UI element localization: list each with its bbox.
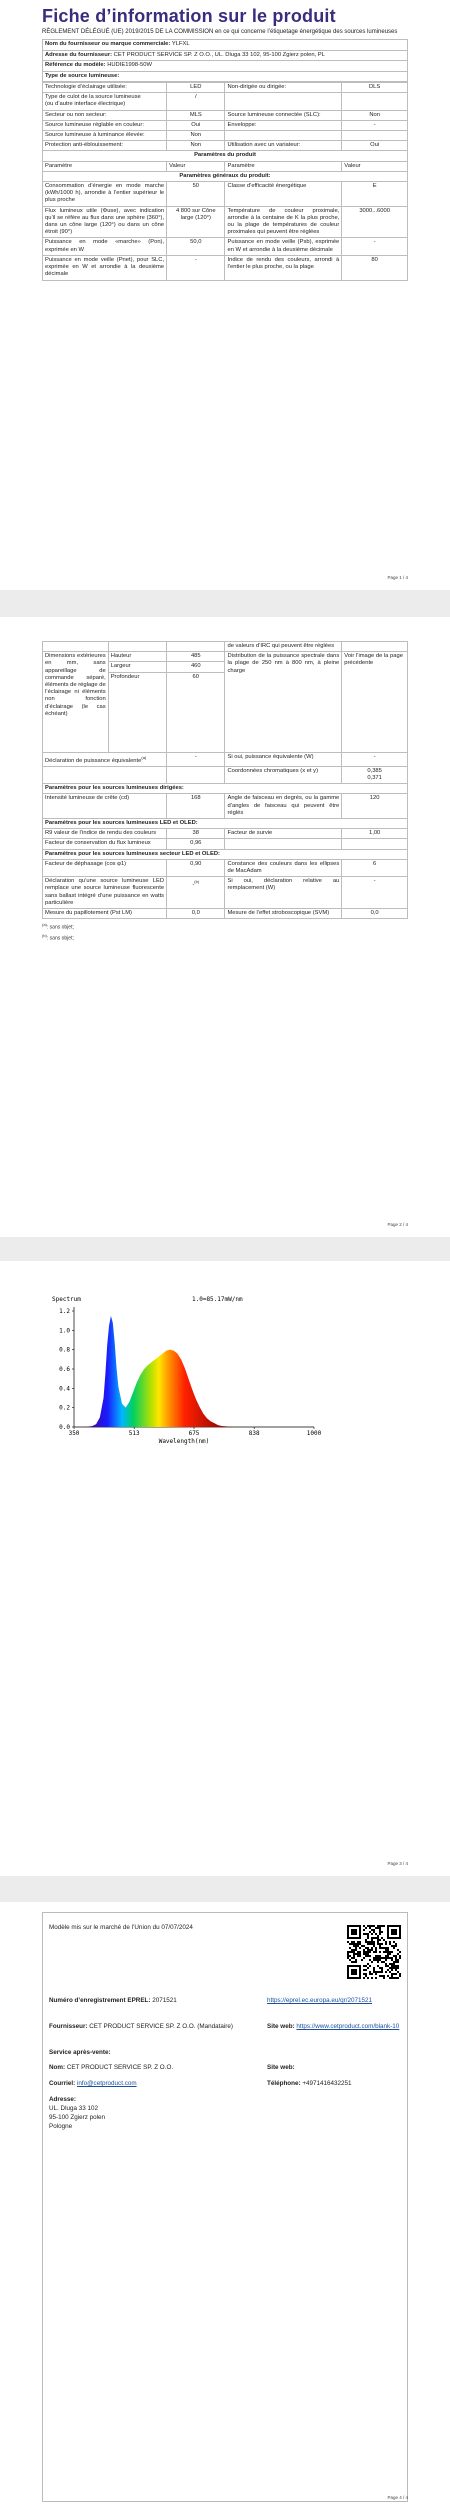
cell-value: Non [167,141,225,151]
spectrum-series [85,1316,233,1427]
page-4 [0,1902,450,2510]
cell-value: Oui [167,120,225,130]
cell-label: Source lumineuse connectée (SLC): [225,110,342,120]
cell-label: de valeurs d’IRC qui peuvent être réglées [225,642,342,652]
email-label: Courriel: [49,2080,76,2087]
cell-label: Source lumineuse à luminance élevée: [43,131,167,141]
cell-label: Facteur de conservation du flux lumineux [43,839,167,849]
y-tick-label: 0.0 [59,1424,70,1431]
chart-annotation: 1.0=85.17mW/nm [192,1296,243,1303]
cell-value: - [342,238,408,255]
cell-label: Facteur de déphasage (cos φ1) [43,859,167,876]
table-row [43,752,408,766]
email-link[interactable]: info@cetproduct.com [77,2080,137,2087]
cell-label: Utilisation avec un variateur: [225,141,342,151]
cell-label: Mesure du papillotement (Pst LM) [43,908,167,918]
table-row [43,255,408,280]
address-label: Adresse: [49,2096,76,2103]
aftersales-label: Service après-vente: [49,2049,111,2056]
name-label: Nom: [49,2064,66,2071]
cell-value: - [342,752,408,766]
website2-label: Site web: [267,2064,295,2071]
table-row [43,766,408,783]
page-2-content [42,641,408,943]
cell-value: 50 [167,182,225,207]
cell-value: 60 [167,672,225,752]
cell-label [43,752,167,766]
table-row [43,877,408,909]
cell-value: - [342,877,408,909]
page-number: Page 4 / 4 [387,2495,408,2500]
cell-label: Déclaration qu’une source lumineuse LED remplace une source lumineuse fluorescente sans ballast intégré d’une puissance en watts particulière [43,877,167,909]
section-heading: Paramètres généraux du produit: [43,171,408,181]
table-row [43,829,408,839]
section-heading: Paramètres pour les sources lumineuses secteur LED et OLED: [43,849,408,859]
cell-value [342,131,408,141]
table-row [43,120,408,130]
table-row [43,794,408,819]
footnote-b [42,932,408,943]
column-header: Valeur [167,161,225,171]
source-type-label: Type de source lumineuse: [45,72,120,79]
cell-label: Intensité lumineuse de crête (cd) [43,794,167,819]
cell-value: Voir l’image de la page précédente [342,652,408,752]
cell-label: Température de couleur proximale, arrondie à la centaine de K la plus proche, ou la plage de températures de couleur proximales qui peuvent être réglées [225,206,342,238]
cell-value: LED [167,83,225,93]
model-label: Référence du modèle: [45,62,106,69]
replacement-value: - [192,882,195,889]
cell-label: Mesure de l’effet stroboscopique (SVM) [225,908,342,918]
cell-value: 485 [167,652,225,662]
cell-value: 1,00 [342,829,408,839]
footnote-text: : sans objet; [46,924,74,931]
name-value: CET PRODUCT SERVICE SP. Z O.O. [66,2064,174,2071]
address-line-1: UL. Dluga 33 102 [49,2105,99,2112]
footnote-marker: (b) [42,932,47,938]
phone-label: Téléphone: [267,2080,301,2087]
section-heading-row [43,818,408,828]
supplier-row [49,2023,261,2031]
section-heading: Paramètres pour les sources lumineuses dirigées: [43,784,408,794]
y-tick-label: 0.6 [59,1366,70,1373]
column-header: Paramètre [43,161,167,171]
cell-value: 3000...6000 [342,206,408,238]
cell-value: 50,0 [167,238,225,255]
page-number: Page 2 / 4 [387,1222,408,1227]
x-tick-label: 513 [128,1430,140,1437]
cell-empty [43,766,167,783]
x-axis-label: Wavelength(nm) [158,1438,210,1445]
page-number: Page 1 / 4 [387,575,408,580]
page-3 [0,1261,450,1876]
eprel-number-row [49,1997,177,2005]
supplier-address-value: CET PRODUCT SERVICE SP. Z O.O., UL. Dluga 33 102, 95-100 Zgierz polen, PL [113,51,325,58]
name-row [49,2064,173,2072]
chroma-x: 0,385 [367,767,382,774]
cell-label: Type de culot de la source lumineuse (ou d’autre interface électrique) [43,93,167,110]
cell-label [225,131,342,141]
footnote-text: : sans objet; [46,935,74,942]
table-row [43,110,408,120]
cell-value: Non [342,110,408,120]
y-tick-label: 0.2 [59,1404,70,1412]
table-row [43,642,408,652]
y-tick-label: 1.2 [59,1308,70,1315]
cell-label: Si oui, puissance équivalente (W) [225,752,342,766]
page-1 [0,0,450,590]
cell-value: 80 [342,255,408,280]
cell-value: 120 [342,794,408,819]
cell-value: Oui [342,141,408,151]
cell-value: 6 [342,859,408,876]
website-link[interactable]: https://www.cetproduct.com/blank-10 [296,2023,400,2030]
supplier-name-value: YLFXL [171,41,190,48]
cell-label: Secteur ou non secteur: [43,110,167,120]
cell-label [225,93,342,110]
cell-label: Profondeur [108,672,166,752]
model-value: HUDIE1998-50W [107,62,152,69]
cell-label: Enveloppe: [225,120,342,130]
chart-title: Spectrum [52,1296,81,1303]
model-row [42,60,408,70]
cell-label: Source lumineuse réglable en couleur: [43,120,167,130]
cell-label: Classe d’efficacité énergétique [225,182,342,207]
cell-label: Protection anti-éblouissement: [43,141,167,151]
cell-empty [167,766,225,783]
page-number: Page 3 / 4 [387,1861,408,1866]
y-tick-label: 1.0 [59,1327,70,1335]
footnote-marker: (a) [42,922,47,928]
y-tick-label: 0.8 [59,1346,70,1354]
equiv-label-text: Déclaration de puissance équivalente [45,757,142,764]
footnote-ref: (b) [194,879,200,885]
column-header: Valeur [342,161,408,171]
eprel-label: Numéro d’enregistrement EPREL: [49,1997,151,2004]
supplier-address-label: Adresse du fournisseur: [45,51,113,58]
table-row [43,839,408,849]
column-header-row [43,161,408,171]
website-label: Site web: [267,2023,295,2030]
x-tick-label: 838 [248,1430,260,1437]
cell-value: Non [167,131,225,141]
table-row [43,908,408,918]
cell-label: Consommation d’énergie en mode marche (kWh/1000 h), arrondie à l’entier supérieur le plus proche [43,182,167,207]
cell-label: Technologie d’éclairage utilisée: [43,83,167,93]
supplier-address-row [42,50,408,60]
x-tick-label: 675 [188,1430,200,1437]
cell-label: Distribution de la puissance spectrale dans la plage de 250 nm à 800 nm, à pleine charge [225,652,342,752]
cell-value: 0,90 [167,859,225,876]
footnote-a [42,921,408,932]
email-row [49,2080,137,2088]
cell-value: / [167,93,225,110]
page-title: Fiche d’information sur le produit [42,6,336,26]
cell-value [342,93,408,110]
section-heading-row [43,784,408,794]
cell-label: Puissance en mode veille (Pnet), pour SLC, exprimée en W et arrondie à la deuxième décimale [43,255,167,280]
cell-value: 0,96 [167,839,225,849]
eprel-link[interactable]: https://eprel.ec.europa.eu/qr/2071521 [267,1997,373,2004]
cell-label: Constance des couleurs dans les ellipses de MacAdam [225,859,342,876]
supplier-name-row [42,39,408,49]
cell-empty [108,642,166,652]
x-tick-label: 350 [68,1430,80,1437]
cell-value: 4 800 sur Cône large (120°) [167,206,225,238]
source-type-table [42,82,408,280]
cell-value [342,839,408,849]
table-row [43,131,408,141]
table-row [43,859,408,876]
address-line-2: 95-100 Zgierz polen [49,2114,106,2121]
table-row [43,141,408,151]
section-heading: Paramètres du produit [43,151,408,161]
cell-label: Si oui, déclaration relative au remplacement (W) [225,877,342,909]
cell-value: - [167,752,225,766]
column-header: Paramètre [225,161,342,171]
phone-row [267,2080,352,2088]
supplier-name-label: Nom du fournisseur ou marque commerciale: [45,41,171,48]
cell-label [225,839,342,849]
cell-label: Coordonnées chromatiques (x et y) [225,766,342,783]
source-type-row [42,71,408,82]
cell-value: DLS [342,83,408,93]
phone-value: +4971416432251 [302,2080,352,2087]
params-table-continued [42,641,408,919]
cell-label: R9 valeur de l’indice de rendu des couleurs [43,829,167,839]
regulation-text: RÈGLEMENT DÉLÉGUÉ (UE) 2019/2015 DE LA COMMISSION en ce qui concerne l’étiquetage énergétique des sources lumineuses [42,29,398,35]
cell-value: 38 [167,829,225,839]
supplier-label: Fournisseur: [49,2023,88,2030]
eprel-value: 2071521 [152,1997,177,2004]
y-tick-label: 0.4 [59,1385,70,1393]
cell-label: Puissance en mode veille (Psb), exprimée en W et arrondie à la deuxième décimale [225,238,342,255]
cell-label: Indice de rendu des couleurs, arrondi à l’entier le plus proche, ou la plage [225,255,342,280]
cell-label: Non-dirigée ou dirigée: [225,83,342,93]
page-2 [0,617,450,1237]
cell-value: E [342,182,408,207]
table-row [43,238,408,255]
address-line-3: Pologne [49,2123,73,2130]
cell-label: Angle de faisceau en degrés, ou la gamme d’angles de faisceau qui peuvent être réglés [225,794,342,819]
market-date: Modèle mis sur le marché de l’Union du 07/07/2024 [49,1924,193,1931]
table-row [43,206,408,238]
x-tick-label: 1000 [306,1430,322,1437]
section-heading-row [43,171,408,181]
qr-code-icon [347,1925,401,1979]
cell-value [167,877,225,909]
cell-value [342,766,408,783]
cell-value: MLS [167,110,225,120]
section-heading-row [43,849,408,859]
website-row [267,2023,407,2031]
cell-empty [43,642,109,652]
cell-label: Flux lumineux utile (Φuse), avec indication qu’il se réfère au flux dans une sphère (360°), dans un cône large (120°) ou dans un cône étroit (90°) [43,206,167,238]
dimensions-label: Dimensions extérieures en mm, sans appareillage de commande séparé, éléments de réglage de l’éclairage ni éléments non fonction d’éclairage (le cas échéant) [43,652,109,752]
cell-empty [342,642,408,652]
table-row [43,652,408,662]
cell-value: 460 [167,662,225,672]
cell-value: 0,0 [342,908,408,918]
cell-value: 168 [167,794,225,819]
footnote-ref: (a) [141,754,147,760]
cell-value: - [167,255,225,280]
section-heading-row [43,151,408,161]
table-row [43,182,408,207]
cell-value: 0,0 [167,908,225,918]
table-row [43,93,408,110]
section-heading: Paramètres pour les sources lumineuses LED et OLED: [43,818,408,828]
spectrum-chart [44,1289,324,1449]
footnotes [42,921,408,942]
cell-label: Largeur [108,662,166,672]
cell-value: - [342,120,408,130]
eprel-info-box [42,1912,408,2502]
cell-empty [167,642,225,652]
cell-label: Puissance en mode «marche» (Pon), exprimée en W [43,238,167,255]
page-1-content [42,2,408,281]
cell-label: Facteur de survie [225,829,342,839]
supplier-value: CET PRODUCT SERVICE SP. Z O.O. (Mandataire) [89,2023,233,2030]
chroma-y: 0,371 [367,774,382,781]
cell-label: Hauteur [108,652,166,662]
table-row [43,83,408,93]
